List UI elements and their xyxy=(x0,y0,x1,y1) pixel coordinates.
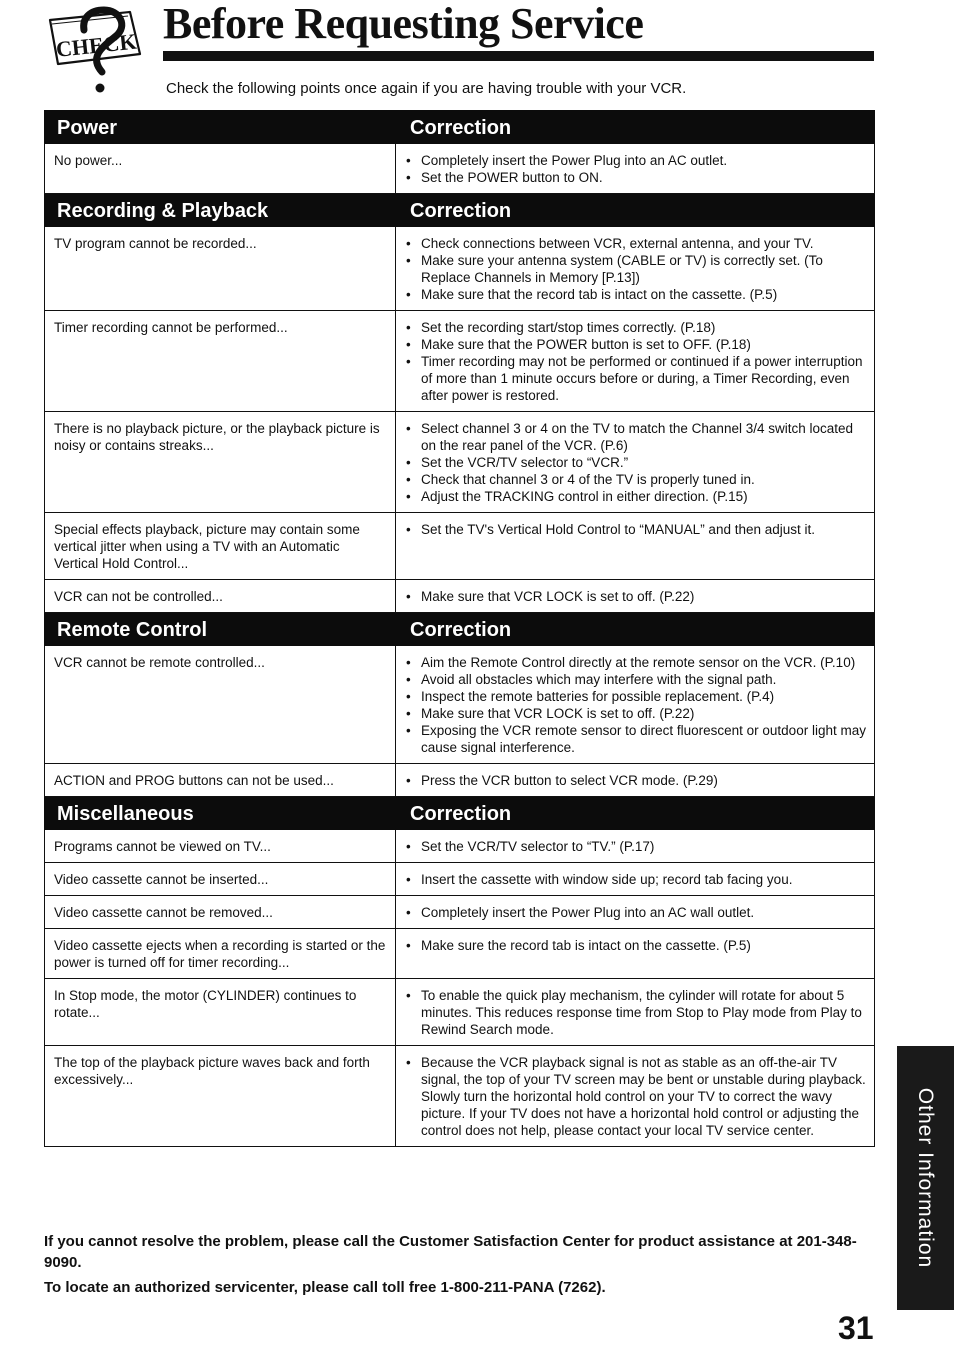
correction-item: • Check connections between VCR, external antenna, and your TV. xyxy=(405,235,866,252)
problem-cell: VCR cannot be remote controlled... xyxy=(45,646,396,764)
correction-list xyxy=(405,420,866,505)
section-header xyxy=(45,111,875,144)
section-header xyxy=(45,797,875,830)
problem-cell: Video cassette cannot be removed... xyxy=(45,896,396,929)
logo-text: CHECK xyxy=(54,28,138,62)
table-row xyxy=(45,863,875,896)
correction-list xyxy=(405,871,866,888)
section-heading: Remote Control xyxy=(45,613,396,646)
correction-cell xyxy=(396,311,875,412)
correction-cell xyxy=(396,412,875,513)
problem-cell: In Stop mode, the motor (CYLINDER) continues to rotate... xyxy=(45,979,396,1046)
correction-item: • Insert the cassette with window side up; record tab facing you. xyxy=(405,871,866,888)
problem-cell: Special effects playback, picture may contain some vertical jitter when using a TV with an Automatic Vertical Hold Control... xyxy=(45,513,396,580)
table-row xyxy=(45,1046,875,1147)
table-row xyxy=(45,646,875,764)
section-header xyxy=(45,613,875,646)
correction-item: • Set the POWER button to ON. xyxy=(405,169,866,186)
problem-cell: ACTION and PROG buttons can not be used... xyxy=(45,764,396,797)
table-row xyxy=(45,830,875,863)
section-heading: Recording & Playback xyxy=(45,194,396,227)
correction-list xyxy=(405,1054,866,1139)
correction-list xyxy=(405,654,866,756)
problem-cell: The top of the playback picture waves back and forth excessively... xyxy=(45,1046,396,1147)
correction-cell xyxy=(396,646,875,764)
correction-cell xyxy=(396,513,875,580)
correction-item: • Make sure that VCR LOCK is set to off. (P.22) xyxy=(405,705,866,722)
correction-cell xyxy=(396,863,875,896)
correction-item: • Aim the Remote Control directly at the remote sensor on the VCR. (P.10) xyxy=(405,654,866,671)
correction-item: • Press the VCR button to select VCR mode. (P.29) xyxy=(405,772,866,789)
correction-cell xyxy=(396,227,875,311)
problem-cell: Video cassette ejects when a recording is started or the power is turned off for timer recording... xyxy=(45,929,396,979)
page-title: Before Requesting Service xyxy=(163,0,644,48)
correction-item: • To enable the quick play mechanism, the cylinder will rotate for about 5 minutes. This reduces response time from Stop to Play mode from Play to Rewind Search mode. xyxy=(405,987,866,1038)
footer xyxy=(44,1231,884,1298)
correction-heading: Correction xyxy=(396,194,875,227)
correction-item: • Set the recording start/stop times correctly. (P.18) xyxy=(405,319,866,336)
correction-list xyxy=(405,772,866,789)
correction-item: • Select channel 3 or 4 on the TV to match the Channel 3/4 switch located on the rear panel of the VCR. (P.6) xyxy=(405,420,866,454)
section-heading: Miscellaneous xyxy=(45,797,396,830)
title-rule xyxy=(163,51,874,61)
correction-item: • Make sure that VCR LOCK is set to off. (P.22) xyxy=(405,588,866,605)
correction-cell xyxy=(396,929,875,979)
correction-list xyxy=(405,904,866,921)
correction-item: • Exposing the VCR remote sensor to direct fluorescent or outdoor light may cause signal interference. xyxy=(405,722,866,756)
table-row xyxy=(45,764,875,797)
correction-list xyxy=(405,937,866,954)
problem-cell: Programs cannot be viewed on TV... xyxy=(45,830,396,863)
correction-item: • Check that channel 3 or 4 of the TV is properly tuned in. xyxy=(405,471,866,488)
correction-heading: Correction xyxy=(396,111,875,144)
table-row xyxy=(45,896,875,929)
problem-cell: VCR can not be controlled... xyxy=(45,580,396,613)
correction-item: • Completely insert the Power Plug into an AC outlet. xyxy=(405,152,866,169)
footer-line-2: To locate an authorized servicenter, please call toll free 1-800-211-PANA (7262). xyxy=(44,1279,606,1296)
correction-item: • Make sure the record tab is intact on the cassette. (P.5) xyxy=(405,937,866,954)
correction-item: • Make sure that the POWER button is set to OFF. (P.18) xyxy=(405,336,866,353)
troubleshooting-table xyxy=(44,110,875,1147)
side-tab-label: Other Information xyxy=(914,1087,938,1269)
correction-cell xyxy=(396,764,875,797)
correction-item: • Inspect the remote batteries for possible replacement. (P.4) xyxy=(405,688,866,705)
correction-cell xyxy=(396,979,875,1046)
correction-list xyxy=(405,235,866,303)
correction-list xyxy=(405,152,866,186)
correction-item: • Set the VCR/TV selector to “TV.” (P.17) xyxy=(405,838,866,855)
table-row xyxy=(45,513,875,580)
correction-item: • Completely insert the Power Plug into an AC wall outlet. xyxy=(405,904,866,921)
section-header xyxy=(45,194,875,227)
correction-item: • Because the VCR playback signal is not as stable as an off-the-air TV signal, the top of your TV screen may be bent or unstable during playback. Slowly turn the horizontal hold control on your TV to correct the wavy picture. If your TV does not have a horizontal hold control or adjusting the control does not help, please contact your local TV service center. xyxy=(405,1054,866,1139)
correction-cell xyxy=(396,1046,875,1147)
table-row xyxy=(45,144,875,194)
correction-item: • Adjust the TRACKING control in either direction. (P.15) xyxy=(405,488,866,505)
table-row xyxy=(45,227,875,311)
correction-cell xyxy=(396,896,875,929)
table-row xyxy=(45,311,875,412)
correction-item: • Set the VCR/TV selector to “VCR.” xyxy=(405,454,866,471)
problem-cell: Timer recording cannot be performed... xyxy=(45,311,396,412)
footer-line-1: If you cannot resolve the problem, please call the Customer Satisfaction Center for product assistance at 201-348-9090. xyxy=(44,1233,857,1271)
table-row xyxy=(45,580,875,613)
correction-cell xyxy=(396,830,875,863)
correction-list xyxy=(405,987,866,1038)
problem-cell: No power... xyxy=(45,144,396,194)
side-tab xyxy=(897,1046,954,1310)
correction-list xyxy=(405,521,866,538)
section-heading: Power xyxy=(45,111,396,144)
correction-item: • Timer recording may not be performed or continued if a power interruption of more than 1 minute occurs before or during, a Timer Recording, even after power is restored. xyxy=(405,353,866,404)
page-number: 31 xyxy=(838,1310,874,1346)
correction-cell xyxy=(396,580,875,613)
correction-list xyxy=(405,838,866,855)
correction-list xyxy=(405,588,866,605)
correction-list xyxy=(405,319,866,404)
correction-heading: Correction xyxy=(396,797,875,830)
problem-cell: TV program cannot be recorded... xyxy=(45,227,396,311)
correction-item: • Set the TV's Vertical Hold Control to “MANUAL” and then adjust it. xyxy=(405,521,866,538)
problem-cell: There is no playback picture, or the playback picture is noisy or contains streaks... xyxy=(45,412,396,513)
intro-text: Check the following points once again if you are having trouble with your VCR. xyxy=(166,80,687,97)
problem-cell: Video cassette cannot be inserted... xyxy=(45,863,396,896)
correction-cell xyxy=(396,144,875,194)
correction-item: • Make sure that the record tab is intact on the cassette. (P.5) xyxy=(405,286,866,303)
table-row xyxy=(45,929,875,979)
table-row xyxy=(45,412,875,513)
table-row xyxy=(45,979,875,1046)
correction-item: • Avoid all obstacles which may interfere with the signal path. xyxy=(405,671,866,688)
check-question-mark-icon xyxy=(44,2,154,94)
correction-item: • Make sure your antenna system (CABLE or TV) is correctly set. (To Replace Channels in Memory [P.13]) xyxy=(405,252,866,286)
correction-heading: Correction xyxy=(396,613,875,646)
